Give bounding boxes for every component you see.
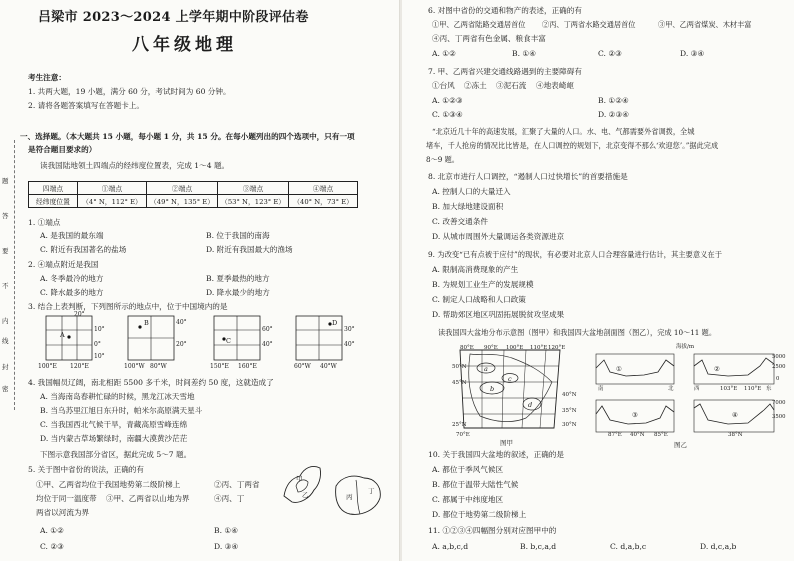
profile-number: ③ [632, 411, 638, 419]
profile-axis-label: 海拔/m [676, 344, 695, 350]
table-cell: （49° N，135° E） [147, 195, 218, 208]
question-6-option[interactable]: C. ②③ [598, 49, 622, 58]
profile-tick: 2500 [772, 364, 786, 370]
binding-char: 不 [2, 282, 9, 290]
map-b-label: 40° [176, 319, 187, 326]
passage-text: 8～9 题。 [426, 155, 459, 164]
question-6-option[interactable]: D. ③④ [680, 49, 705, 58]
question-7-option[interactable]: B. ①②④ [598, 96, 629, 105]
passage-text: “北京近几十年的高速发展，汇聚了大量的人口。水、电、气都需要外省调拨，全城 [432, 127, 695, 136]
table-row-label: 经纬度位置 [29, 195, 78, 208]
map-c-label: 160°E [238, 363, 257, 370]
question-8-option[interactable]: B. 加大绿地建设面积 [432, 202, 504, 211]
profile-coordinate: 110°E [744, 386, 762, 392]
basin-label: a [484, 365, 488, 373]
binding-char: 密 [2, 385, 9, 393]
profile-coordinate: 85°E [654, 432, 668, 438]
exam-page-right [402, 0, 794, 561]
figure-a-grid-label: 100°E [506, 345, 524, 351]
figure-a-grid-label: 35°N [562, 408, 577, 414]
profile-tick: 0 [776, 376, 780, 382]
map-c-label: 60° [262, 326, 273, 333]
table-header: 四端点 [29, 182, 78, 195]
section-intro: 读我国陆地领土四端点的经纬度位置表，完成 1～4 题。 [40, 161, 230, 170]
question-4-option[interactable]: D. 当内蒙古草场繁绿时，南疆大漠黄沙茫茫 [40, 434, 188, 443]
question-11-option[interactable]: B. b,c,a,d [520, 542, 557, 551]
figure-b-caption: 图乙 [674, 441, 687, 449]
table-row [29, 195, 358, 208]
profile-coordinate: 38°N [728, 432, 743, 438]
question-2-stem: 2. ④端点附近是我国 [28, 260, 99, 269]
question-4-option[interactable]: C. 当我国西北气候干旱，青藏高原雪峰连绵 [40, 420, 188, 429]
question-9-option[interactable]: B. 为规划工业生产的发展规模 [432, 280, 534, 289]
question-5-intro: 下图示意我国部分省区，据此完成 5～7 题。 [40, 450, 192, 459]
question-7-text: ①台风 [432, 81, 455, 90]
map-a-letter: A [60, 331, 65, 339]
question-1-option[interactable]: B. 位于我国的南海 [206, 231, 270, 240]
profile-tick: 3500 [772, 414, 786, 420]
exam-title: 吕梁市 2023～2024 上学年期中阶段评估卷 [38, 10, 309, 25]
figure-a-grid-label: 70°E [456, 432, 470, 438]
question-2-option[interactable]: D. 降水最少的地方 [206, 288, 270, 297]
binding-char: 封 [2, 363, 9, 371]
question-10-option[interactable]: C. 都属于中纬度地区 [432, 495, 504, 504]
question-7-option[interactable]: C. ①③④ [432, 110, 463, 119]
question-2-option[interactable]: A. 冬季最冷的地方 [40, 274, 104, 283]
question-1-stem: 1. ①端点 [28, 218, 61, 227]
question-6-text: ④丙、丁两省有色金属、粮食丰富 [432, 34, 546, 43]
map-a-label: 0° [94, 341, 101, 348]
profile-tick: 5000 [772, 354, 786, 360]
table-cell: （40° N，73° E） [289, 195, 358, 208]
question-1-option[interactable]: A. 是我国的最东端 [40, 231, 104, 240]
question-9-stem: 9. 为改变“已有点被于应付”的现状，有必要对北京人口合理容量进行估计，其主要意义在于 [428, 250, 723, 259]
map-b-label: 20° [176, 341, 187, 348]
profile-coordinate: 103°E [720, 386, 738, 392]
question-5-option[interactable]: C. ②③ [40, 542, 64, 551]
profile-coordinate: 87°E [608, 432, 622, 438]
provinces-map [276, 456, 396, 526]
profile-direction: 东 [766, 386, 772, 392]
question-6-text: ①甲、乙两省陆路交通居首位 [432, 20, 526, 29]
question-7-option[interactable]: A. ①②③ [432, 96, 463, 105]
binding-char: 线 [2, 337, 9, 345]
question-11-option[interactable]: A. a,b,c,d [432, 542, 469, 551]
question-5-text: ③甲、乙两省以山地为界 [106, 494, 190, 503]
province-label: 乙 [302, 491, 309, 499]
binding-char: 内 [2, 317, 9, 325]
question-4-stem: 4. 我国幅员辽阔，南北相距 5500 多千米，时间差约 50 度，这就造成了 [28, 378, 274, 387]
map-b-label: 80°W [150, 363, 167, 370]
question-6-stem: 6. 对图中省份的交通和物产的表述，正确的有 [428, 6, 582, 15]
binding-line [14, 140, 15, 410]
question-5-text: ④丙、丁 [214, 494, 245, 503]
question-10-stem: 10. 关于我国四大盆地的叙述，正确的是 [428, 450, 564, 459]
binding-char: 答 [2, 212, 9, 220]
grid-map-a [46, 316, 92, 360]
question-5-option[interactable]: B. ①④ [214, 526, 239, 535]
map-c-label: 150°E [210, 363, 229, 370]
map-a-label: 20° [74, 311, 85, 318]
table-header: ①端点 [78, 182, 147, 195]
question-9-option[interactable]: C. 制定人口战略和人口政策 [432, 295, 526, 304]
question-5-text: ②丙、丁两省 [214, 480, 260, 489]
profile-number: ② [714, 365, 720, 373]
figure-a-grid-label: 40°N [562, 392, 577, 398]
question-8-option[interactable]: C. 改善交通条件 [432, 217, 488, 226]
section-title-cont: 是符合题目要求的） [28, 145, 97, 154]
notice-item: 2. 请将各题答案填写在答题卡上。 [28, 101, 144, 110]
question-5-option[interactable]: A. ①② [40, 526, 64, 535]
question-10-option[interactable]: A. 都位于季风气候区 [432, 465, 504, 474]
table-header: ④端点 [289, 182, 358, 195]
question-8-stem: 8. 北京市进行人口调控，“遏制人口过快增长”的首要措施是 [428, 172, 628, 181]
table-cell: （53° N，123° E） [218, 195, 289, 208]
question-3-stem: 3. 结合上表判断，下列图所示的地点中，位于中国境内的是 [28, 302, 228, 311]
question-6-text: ③甲、乙两省煤炭、木材丰富 [658, 20, 752, 29]
question-11-option[interactable]: D. d,c,a,b [700, 542, 737, 551]
question-5-text: ①甲、乙两省均位于我国地势第二级阶梯上 [36, 480, 181, 489]
passage-text: 堵车，千人抢房的情况比比皆是，在人口调控的规划下，北京变得不那么‘欢迎您’。”据此完成 [426, 141, 719, 150]
question-5-option[interactable]: D. ③④ [214, 542, 239, 551]
figure-a-grid-label: 90°E [484, 345, 498, 351]
binding-char: 题 [2, 177, 9, 185]
profile-tick: 7000 [772, 400, 786, 406]
map-a-label: 10° [94, 353, 105, 360]
map-a-label: 100°E [38, 363, 57, 370]
figure-a-grid-label: 110°E [530, 345, 548, 351]
table-header: ③端点 [218, 182, 289, 195]
map-a-label: 120°E [70, 363, 89, 370]
province-label: 丙 [346, 493, 353, 501]
extreme-points-table [28, 181, 358, 208]
question-4-option[interactable]: A. 当海南岛春耕忙碌的时候，黑龙江冰天雪地 [40, 392, 195, 401]
map-c-letter: C [226, 337, 231, 345]
question-11-option[interactable]: C. d,a,b,c [610, 542, 647, 551]
map-d-label: 30° [344, 326, 355, 333]
figure-intro: 读我国四大盆地分布示意图（图甲）和我国四大盆地剖面图（图乙），完成 10～11 题。 [438, 328, 717, 337]
figure-a-grid-label: 120°E [548, 345, 566, 351]
profile-number: ④ [732, 411, 738, 419]
question-6-option[interactable]: B. ①④ [512, 49, 537, 58]
basin-label: b [490, 385, 495, 393]
question-10-option[interactable]: D. 都位于地势第二级阶梯上 [432, 510, 527, 519]
figure-a-caption: 图甲 [500, 439, 513, 447]
section-title: 一、选择题。（本大题共 15 小题，每小题 1 分，共 15 分。在每小题列出的四个选项中，只有一项 [20, 132, 355, 141]
province-label: 甲 [296, 475, 303, 483]
figure-a-grid-label: 50°N [452, 364, 467, 370]
map-d-letter: D [332, 319, 338, 327]
question-7-option[interactable]: D. ②③④ [598, 110, 630, 119]
map-d-label: 40°W [320, 363, 337, 370]
question-9-option[interactable]: A. 限制高消费现象的产生 [432, 265, 519, 274]
question-1-option[interactable]: D. 附近有我国最大的渔场 [206, 245, 293, 254]
question-6-text: ②丙、丁两省水路交通居首位 [542, 20, 636, 29]
question-7-text: ④地表崎岖 [536, 81, 574, 90]
province-label: 丁 [368, 487, 375, 495]
profile-number: ① [616, 365, 622, 373]
figure-a-grid-label: 25°N [452, 422, 467, 428]
question-8-option[interactable]: A. 控制人口的大量迁入 [432, 187, 511, 196]
map-c-label: 40° [262, 341, 273, 348]
notice-item: 1. 共两大题，19 小题，满分 60 分，考试时间为 60 分钟。 [28, 87, 231, 96]
question-5-stem: 5. 关于图中省份的说法，正确的有 [28, 465, 144, 474]
question-9-option[interactable]: D. 帮助郊区地区巩固拓展脱贫攻坚成果 [432, 310, 565, 319]
question-4-option[interactable]: B. 当乌苏里江旭日东升时，帕米尔高原满天星斗 [40, 406, 203, 415]
binding-char: 要 [2, 247, 9, 255]
question-1-option[interactable]: C. 附近有我国著名的盐场 [40, 245, 127, 254]
profile-direction: 北 [668, 386, 674, 392]
grid-map-c [214, 316, 260, 360]
question-7-text: ②冻土 [464, 81, 487, 90]
map-b-letter: B [144, 319, 149, 327]
table-header-row [29, 182, 358, 195]
map-d-label: 60°W [294, 363, 311, 370]
figure-a-grid-label: 45°N [452, 380, 467, 386]
profile-direction: 南 [598, 386, 604, 392]
profile-direction: 西 [694, 386, 700, 392]
table-header: ②端点 [147, 182, 218, 195]
map-d-label: 40° [344, 341, 355, 348]
question-2-option[interactable]: B. 夏季最热的地方 [206, 274, 270, 283]
map-a-label: 10° [94, 326, 105, 333]
question-5-text: 两省以河流为界 [36, 508, 90, 517]
question-7-stem: 7. 甲、乙两省兴建交通线路遇到的主要障碍有 [428, 67, 582, 76]
map-b-label: 100°W [124, 363, 145, 370]
table-cell: （4° N，112° E） [78, 195, 147, 208]
exam-subject: 八年级地理 [132, 35, 237, 55]
question-2-option[interactable]: C. 降水最多的地方 [40, 288, 104, 297]
question-8-option[interactable]: D. 从城市周围外大量调运各类资源进京 [432, 232, 565, 241]
figure-a-grid-label: 30°N [562, 422, 577, 428]
figure-a-grid-label: 80°E [460, 345, 474, 351]
profile-coordinate: 40°N [630, 432, 645, 438]
question-7-text: ③泥石流 [496, 81, 527, 90]
question-6-option[interactable]: A. ①② [432, 49, 456, 58]
notice-title: 考生注意： [28, 73, 66, 82]
question-10-option[interactable]: B. 都位于温带大陆性气候 [432, 480, 519, 489]
grid-map-b [128, 316, 174, 360]
basin-label: c [508, 375, 512, 383]
question-5-text: 均位于同一温度带 [36, 494, 97, 503]
basin-label: d [528, 401, 533, 409]
basin-profile-figure-b [588, 348, 784, 440]
question-11-stem: 11. ①②③④四幅图分别对应图甲中的 [428, 526, 557, 535]
